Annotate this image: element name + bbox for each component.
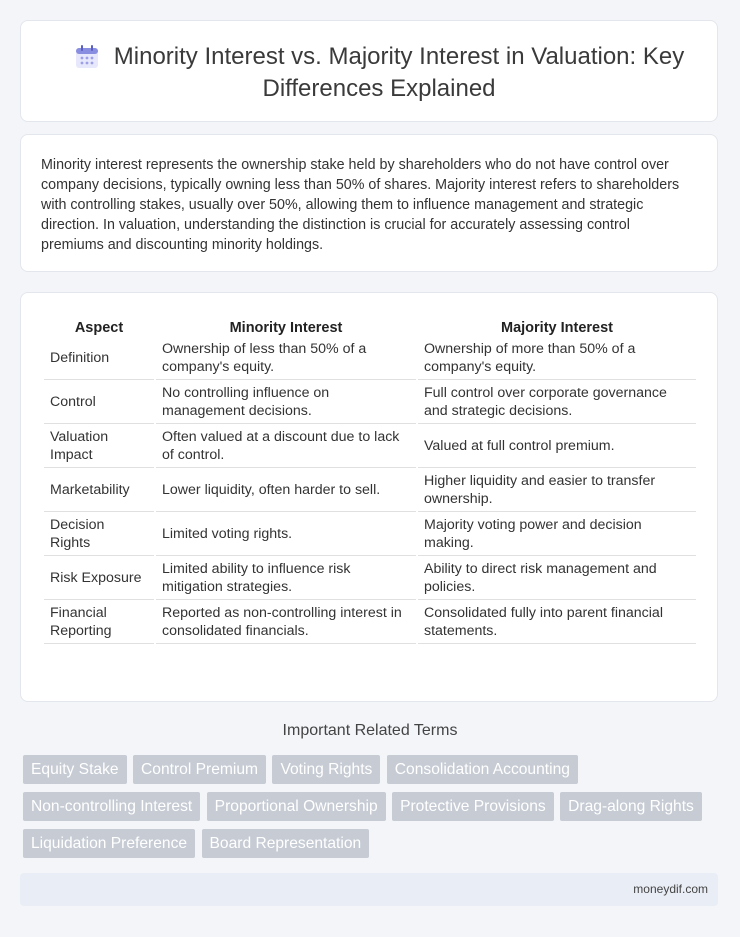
footer: [20, 873, 718, 906]
table-row: [44, 380, 696, 424]
header-majority: Majority Interest: [501, 320, 613, 336]
cell-majority: Full control over corporate governance and strategic decisions.: [418, 380, 696, 424]
comparison-table: [42, 315, 698, 644]
table-row: [44, 512, 696, 556]
tag-liquidation-preference[interactable]: Liquidation Preference: [23, 829, 195, 858]
cell-majority: Higher liquidity and easier to transfer ownership.: [418, 468, 696, 512]
cell-aspect: Definition: [44, 336, 154, 380]
calendar-icon: [74, 44, 100, 75]
cell-aspect: Financial Reporting: [44, 600, 154, 644]
cell-minority: Lower liquidity, often harder to sell.: [156, 468, 416, 512]
tag-voting-rights[interactable]: Voting Rights: [272, 755, 380, 784]
title-card: [20, 20, 718, 122]
tag-board-representation[interactable]: Board Representation: [202, 829, 370, 858]
cell-majority: Consolidated fully into parent financial statements.: [418, 600, 696, 644]
tag-drag-along-rights[interactable]: Drag-along Rights: [560, 792, 702, 821]
tag-control-premium[interactable]: Control Premium: [133, 755, 266, 784]
cell-minority: Limited ability to influence risk mitigation strategies.: [156, 556, 416, 600]
table-row: [44, 600, 696, 644]
related-terms-list: [23, 755, 723, 866]
table-row: [44, 424, 696, 468]
related-terms-heading: Important Related Terms: [282, 722, 458, 739]
cell-majority: Ownership of more than 50% of a company's equity.: [418, 336, 696, 380]
cell-majority: Valued at full control premium.: [418, 424, 696, 468]
cell-minority: No controlling influence on management decisions.: [156, 380, 416, 424]
footer-site[interactable]: moneydif.com: [633, 882, 708, 896]
cell-aspect: Marketability: [44, 468, 154, 512]
header-minority: Minority Interest: [229, 320, 343, 336]
tag-equity-stake[interactable]: Equity Stake: [23, 755, 127, 784]
header-aspect: Aspect: [74, 320, 124, 336]
cell-minority: Limited voting rights.: [156, 512, 416, 556]
cell-minority: Often valued at a discount due to lack of control.: [156, 424, 416, 468]
intro-paragraph: Minority interest represents the ownership stake held by shareholders who do not have control over company decisions, typically owning less than 50% of shares. Majority interest refers to shareholders with controlling stakes, usually over 50%, allowing them to influence management and strategic direction. In valuation, understanding the distinction is crucial for accurately assessing control premiums and discounting minority holdings.: [41, 157, 680, 253]
intro-card: [20, 134, 718, 272]
comparison-card: [20, 292, 718, 702]
tag-non-controlling-interest[interactable]: Non-controlling Interest: [23, 792, 200, 821]
tag-proportional-ownership[interactable]: Proportional Ownership: [207, 792, 386, 821]
cell-aspect: Control: [44, 380, 154, 424]
tag-protective-provisions[interactable]: Protective Provisions: [392, 792, 554, 821]
cell-aspect: Decision Rights: [44, 512, 154, 556]
cell-minority: Ownership of less than 50% of a company's equity.: [156, 336, 416, 380]
cell-minority: Reported as non-controlling interest in consolidated financials.: [156, 600, 416, 644]
cell-aspect: Risk Exposure: [44, 556, 154, 600]
page-title: Minority Interest vs. Majority Interest in Valuation: Key Differences Explained: [113, 43, 685, 102]
tag-consolidation-accounting[interactable]: Consolidation Accounting: [387, 755, 578, 784]
cell-majority: Ability to direct risk management and policies.: [418, 556, 696, 600]
cell-aspect: Valuation Impact: [44, 424, 154, 468]
table-row: [44, 556, 696, 600]
table-row: [44, 336, 696, 380]
cell-majority: Majority voting power and decision making.: [418, 512, 696, 556]
table-row: [44, 468, 696, 512]
table-header-row: [44, 315, 696, 336]
